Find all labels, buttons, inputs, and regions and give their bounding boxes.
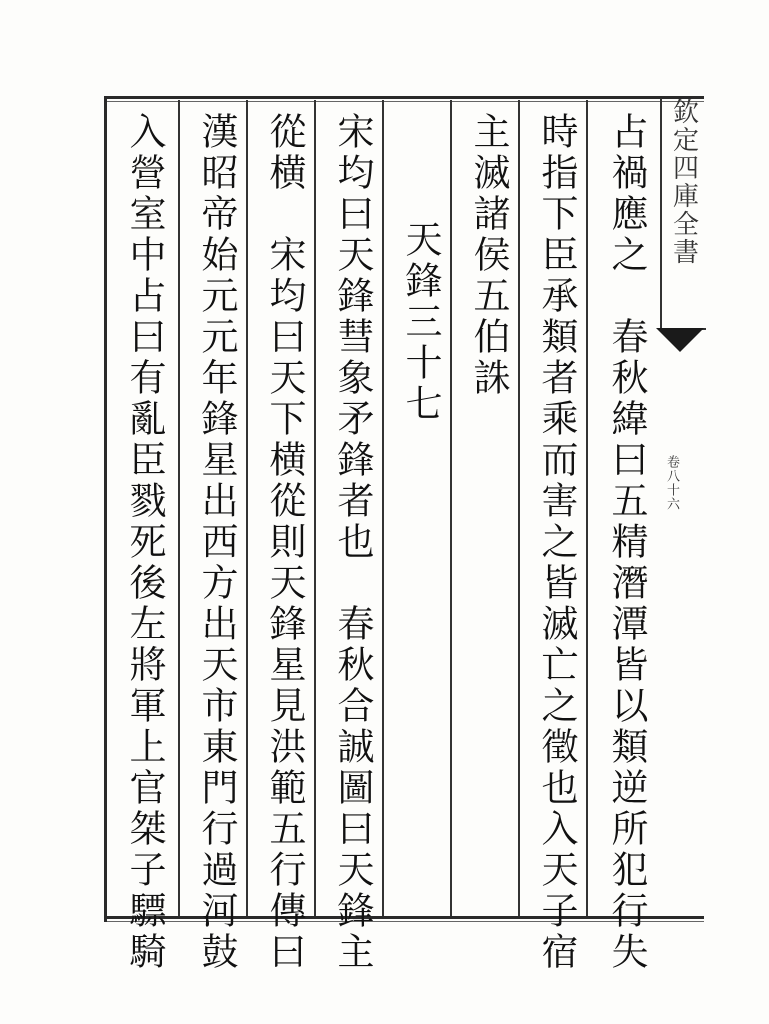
text-column-3: 主滅諸侯五伯誅 <box>467 112 510 399</box>
text-column-8: 入營室中占曰有亂臣戮死後左將軍上官桀子驃騎 <box>123 112 166 973</box>
text-column-heading: 天鋒三十七 <box>399 220 442 425</box>
text-column-5: 宋均曰天鋒彗象矛鋒者也 春秋合誠圖曰天鋒主 <box>331 112 374 973</box>
fish-tail-mark <box>656 328 704 352</box>
column-divider <box>518 100 520 916</box>
column-divider <box>382 100 384 916</box>
text-column-2: 時指下臣承類者乘而害之皆滅亡之徵也入天子宿 <box>535 112 578 973</box>
frame-left-rule <box>104 96 107 922</box>
column-divider <box>246 100 248 916</box>
text-column-6: 從横 宋均曰天下横從則天鋒星見洪範五行傳曰 <box>263 112 306 973</box>
column-divider <box>586 100 588 916</box>
column-divider <box>450 100 452 916</box>
frame-top-rule-inner <box>104 101 704 102</box>
margin-book-title: 欽定四庫全書 <box>660 98 706 330</box>
text-column-1: 占禍應之 春秋緯曰五精潛潭皆以類逆所犯行失 <box>605 112 648 973</box>
column-divider <box>178 100 180 916</box>
frame-top-rule <box>104 96 704 99</box>
margin-juan-number: 卷八十六 <box>664 455 679 511</box>
column-divider <box>314 100 316 916</box>
text-column-7: 漢昭帝始元元年鋒星出西方出天市東門行過河鼓 <box>195 112 238 973</box>
